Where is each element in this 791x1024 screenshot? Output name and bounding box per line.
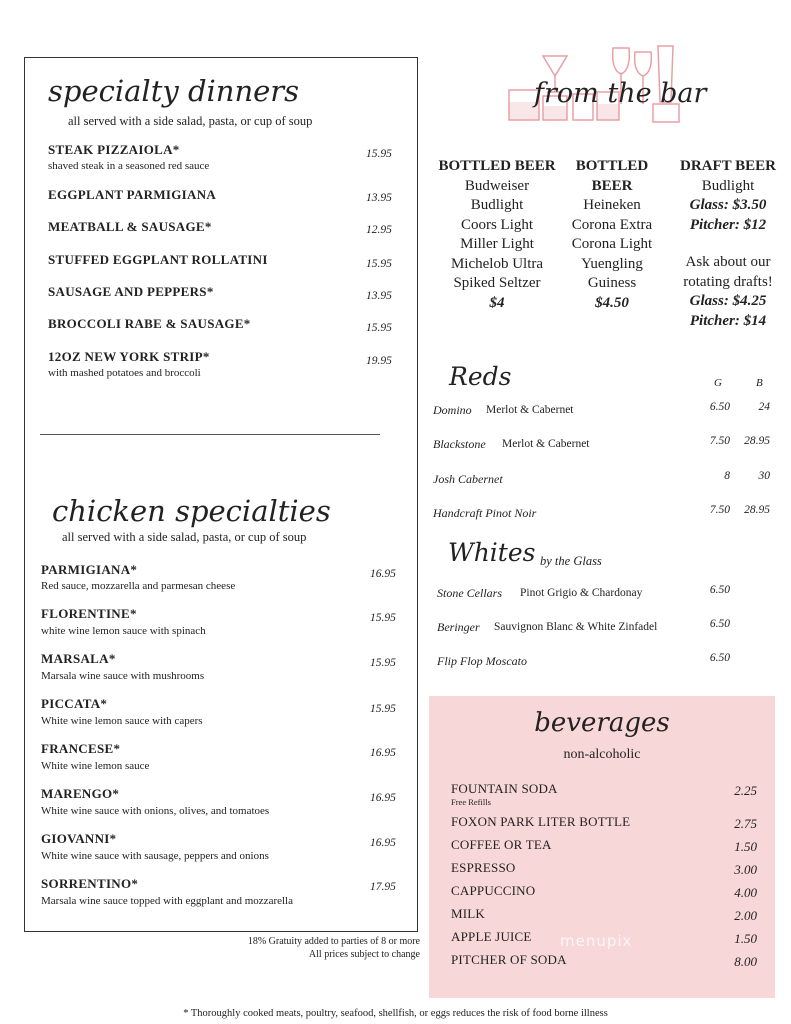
specialty-subtitle: all served with a side salad, pasta, or cup of soup [68, 114, 313, 128]
beverage-name: MILK [451, 906, 486, 921]
menu-item-price: 13.95 [366, 192, 392, 204]
menu-item-name: STEAK PIZZAIOLA* [48, 142, 180, 157]
menu-item-price: 15.95 [366, 148, 392, 160]
menu-item-price: 15.95 [370, 657, 396, 669]
beverage-name: COFFEE OR TEA [451, 837, 552, 852]
menu-item-name: FLORENTINE* [41, 606, 137, 621]
bottled-beer-column-1 [438, 157, 556, 313]
wine-glass-price: 7.50 [709, 504, 730, 516]
wine-name: Beringer [437, 620, 480, 634]
wine-name: Josh Cabernet [433, 472, 503, 486]
draft-pitcher-price: Pitcher: $12 [689, 216, 767, 233]
beer-item: Guiness [587, 275, 637, 291]
menu-item-desc: White wine lemon sauce with capers [41, 715, 203, 727]
menu-item-name: SAUSAGE AND PEPPERS* [48, 284, 214, 299]
menu-item-price: 13.95 [366, 290, 392, 302]
section-divider [40, 434, 380, 435]
draft-beer-column [672, 157, 784, 331]
beverage-name: ESPRESSO [451, 860, 516, 875]
beverage-name: PITCHER OF SODA [451, 952, 567, 967]
menu-item-name: 12OZ NEW YORK STRIP* [48, 349, 210, 364]
rotating-glass-price: Glass: $4.25 [689, 293, 767, 309]
menu-item-desc: White wine lemon sauce [41, 760, 150, 772]
from-the-bar-title: from the bar [534, 78, 707, 109]
wine-name: Handcraft Pinot Noir [433, 506, 537, 520]
menu-item-desc: Marsala wine sauce with mushrooms [41, 670, 205, 682]
beer-item: Budlight [470, 197, 524, 213]
menu-item-price: 15.95 [366, 322, 392, 334]
specialty-dinners-title: specialty dinners [48, 74, 300, 108]
bottled-beer-column-2 [555, 157, 669, 313]
rotating-drafts-note-2: rotating drafts! [683, 273, 773, 290]
reds-title: Reds [449, 362, 512, 391]
beverage-price: 3.00 [734, 862, 757, 877]
wine-type: Sauvignon Blanc & White Zinfadel [494, 621, 658, 633]
beverage-price: 1.50 [734, 931, 757, 946]
beverage-price: 2.25 [734, 783, 757, 798]
chicken-specialties-title: chicken specialties [52, 494, 331, 528]
menu-item-desc: shaved steak in a seasoned red sauce [48, 160, 210, 172]
wine-bottle-price: 28.95 [744, 435, 770, 447]
wine-name: Flip Flop Moscato [437, 654, 527, 668]
menu-item-price: 16.95 [370, 837, 396, 849]
beer-item: Heineken [583, 197, 641, 213]
menu-item-name: BROCCOLI RABE & SAUSAGE* [48, 316, 251, 331]
food-safety-disclaimer: * Thoroughly cooked meats, poultry, seafood, shellfish, or eggs reduces the risk of food borne illness [183, 1008, 608, 1019]
menu-item-price: 16.95 [370, 568, 396, 580]
draft-beer-name: Budlight [701, 177, 755, 194]
beer-item: Budweiser [464, 177, 530, 194]
menu-item-name: MARENGO* [41, 786, 120, 801]
beer-price: $4 [489, 294, 505, 311]
wine-bottle-price: 24 [758, 401, 770, 413]
wine-name: Blackstone [433, 437, 486, 451]
beer-item: Michelob Ultra [450, 255, 544, 272]
menu-item-price: 15.95 [370, 703, 396, 715]
bottled-beer-header: BOTTLED BEER [575, 158, 649, 194]
menu-item-name: MEATBALL & SAUSAGE* [48, 219, 212, 234]
beer-item: Corona Light [571, 236, 653, 252]
menu-item-name: MARSALA* [41, 651, 116, 666]
menu-item-price: 17.95 [370, 881, 396, 893]
wine-name: Stone Cellars [437, 586, 502, 600]
beer-item: Yuengling [581, 255, 643, 272]
beer-item: Coors Light [460, 216, 534, 233]
menu-item-price: 12.95 [366, 224, 392, 236]
beverage-note: Free Refills [451, 797, 491, 807]
wine-glass-price: 8 [724, 470, 730, 482]
beverages-subtitle: non-alcoholic [563, 747, 641, 762]
menu-item-desc: Marsala wine sauce topped with eggplant and mozzarella [41, 895, 293, 907]
beverages-title: beverages [534, 708, 670, 738]
wine-type: Merlot & Cabernet [486, 404, 574, 416]
menu-item-name: GIOVANNI* [41, 831, 117, 846]
beverage-price: 2.75 [734, 816, 757, 831]
wine-type: Merlot & Cabernet [502, 438, 590, 450]
menu-item-desc: white wine lemon sauce with spinach [41, 625, 206, 637]
menu-item-desc: Red sauce, mozzarella and parmesan cheese [41, 580, 236, 592]
wine-glass-price: 6.50 [709, 618, 730, 630]
menu-item-price: 15.95 [366, 258, 392, 270]
menupix-watermark: menupix [560, 932, 633, 950]
beverage-name: APPLE JUICE [451, 929, 532, 944]
prices-note: All prices subject to change [308, 949, 420, 960]
beer-item: Corona Extra [571, 216, 653, 233]
beer-item: Spiked Seltzer [453, 275, 541, 291]
menu-item-price: 15.95 [370, 612, 396, 624]
wine-glass-price: 6.50 [709, 652, 730, 664]
menu-item-name: PICCATA* [41, 696, 108, 711]
draft-glass-price: Glass: $3.50 [689, 197, 767, 213]
menu-item-desc: White wine sauce with onions, olives, and tomatoes [41, 805, 270, 817]
chicken-subtitle: all served with a side salad, pasta, or cup of soup [62, 530, 307, 544]
beverage-price: 1.50 [734, 839, 757, 854]
beer-price: $4.50 [595, 294, 629, 311]
menu-item-price: 16.95 [370, 747, 396, 759]
wine-bottle-price: 30 [758, 470, 770, 482]
glass-column-header: G [714, 377, 722, 389]
whites-subtitle: by the Glass [540, 554, 602, 568]
whites-title: Whites [448, 538, 536, 567]
menu-item-name: SORRENTINO* [41, 876, 139, 891]
wine-bottle-price: 28.95 [744, 504, 770, 516]
menu-item-desc: with mashed potatoes and broccoli [48, 367, 201, 379]
wine-glass-price: 6.50 [709, 401, 730, 413]
menu-item-name: STUFFED EGGPLANT ROLLATINI [48, 252, 268, 267]
menu-item-name: PARMIGIANA* [41, 562, 138, 577]
gratuity-note: 18% Gratuity added to parties of 8 or more [247, 936, 420, 947]
menu-item-price: 19.95 [366, 355, 392, 367]
beverage-price: 2.00 [734, 908, 757, 923]
bottled-beer-header: BOTTLED BEER [438, 158, 556, 174]
menu-item-name: EGGPLANT PARMIGIANA [48, 187, 217, 202]
beverage-name: FOXON PARK LITER BOTTLE [451, 814, 631, 829]
beverage-price: 4.00 [734, 885, 757, 900]
wine-type: Pinot Grigio & Chardonay [520, 587, 643, 599]
menu-item-price: 16.95 [370, 792, 396, 804]
draft-beer-header: DRAFT BEER [680, 158, 776, 174]
menu-item-name: FRANCESE* [41, 741, 121, 756]
bottle-column-header: B [756, 377, 763, 389]
wine-glass-price: 7.50 [709, 435, 730, 447]
wine-glass-price: 6.50 [709, 584, 730, 596]
beverage-name: FOUNTAIN SODA [451, 781, 558, 796]
rotating-drafts-note: Ask about our [685, 254, 771, 270]
wine-name: Domino [433, 403, 472, 417]
rotating-pitcher-price: Pitcher: $14 [689, 312, 767, 329]
menu-item-desc: White wine sauce with sausage, peppers and onions [41, 850, 269, 862]
beverage-name: CAPPUCCINO [451, 883, 536, 898]
beverage-price: 8.00 [734, 954, 757, 969]
beer-item: Miller Light [460, 236, 534, 252]
